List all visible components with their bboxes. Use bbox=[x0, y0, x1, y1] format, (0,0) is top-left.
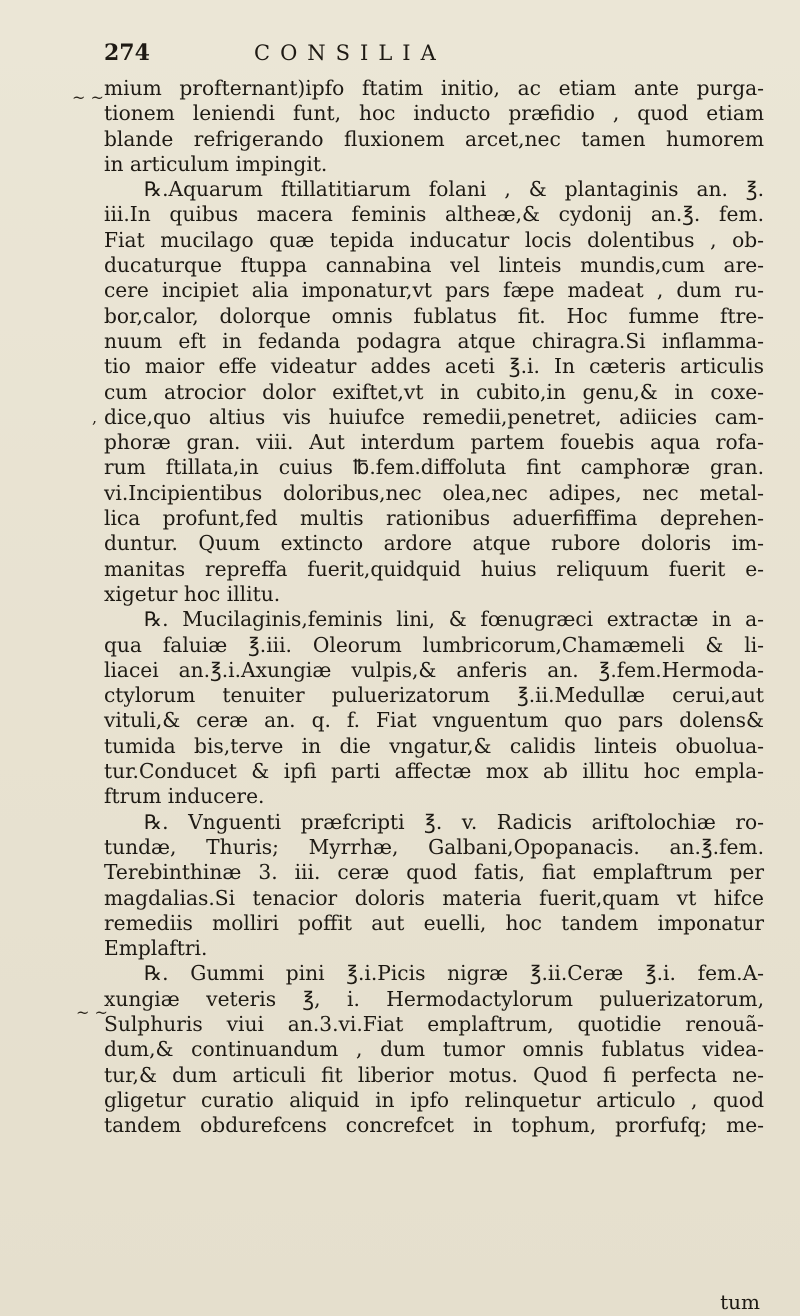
text-line: Emplaftri. bbox=[104, 936, 208, 961]
text-line: Terebinthinæ 3. iii. ceræ quod fatis, fiat emplaftrum per bbox=[104, 860, 764, 885]
text-line: ftrum inducere. bbox=[104, 784, 265, 809]
text-line: vi.Incipientibus doloribus,nec olea,nec adipes, nec metal- bbox=[104, 480, 764, 505]
text-line: manitas repreffa fuerit,quidquid huius reliquum fuerit e- bbox=[104, 556, 764, 581]
text-line: remediis molliri poffit aut euelli, hoc tandem imponatur bbox=[104, 910, 764, 935]
text-line: cum atrocior dolor exiftet,vt in cubito,in genu,& in coxe- bbox=[104, 379, 764, 404]
text-line: ℞. Vnguenti præfcripti ℥. v. Radicis ariftolochiæ ro- bbox=[144, 809, 764, 834]
margin-comma-mark: , bbox=[92, 408, 98, 427]
text-line: rum ftillata,in cuius ℔.fem.diffoluta fint camphoræ gran. bbox=[104, 455, 764, 480]
margin-dash-mark: ~ ~ bbox=[72, 88, 104, 107]
body-text bbox=[104, 76, 764, 1138]
text-line: cere incipiet alia imponatur,vt pars fæpe madeat , dum ru- bbox=[104, 278, 764, 303]
text-line: tumida bis,terve in die vngatur,& calidis linteis obuolua- bbox=[104, 733, 764, 758]
text-line: iii.In quibus macera feminis altheæ,& cydonij an.℥. fem. bbox=[104, 202, 764, 227]
text-line: duntur. Quum extincto ardore atque rubore doloris im- bbox=[104, 531, 764, 556]
text-line: ducaturque ftuppa cannabina vel linteis mundis,cum are- bbox=[104, 253, 764, 278]
catchword: tum bbox=[720, 1290, 760, 1314]
text-line: tandem obdurefcens concrefcet in tophum, prorfufq; me- bbox=[104, 1113, 764, 1138]
text-line: ctylorum tenuiter puluerizatorum ℥.ii.Medullæ cerui,aut bbox=[104, 683, 764, 708]
text-line: tio maior effe videatur addes aceti ℥.i. In cæteris articulis bbox=[104, 354, 764, 379]
text-line: ℞. Gummi pini ℥.i.Picis nigræ ℥.ii.Ceræ ℥.i. fem.A- bbox=[144, 961, 764, 986]
text-line: tur,& dum articuli fit liberior motus. Quod fi perfecta ne- bbox=[104, 1062, 764, 1087]
running-title: CONSILIA bbox=[254, 41, 446, 65]
text-line: xungiæ veteris ℥, i. Hermodactylorum puluerizatorum, bbox=[104, 986, 764, 1011]
text-line: tundæ, Thuris; Myrrhæ, Galbani,Opopanacis. an.℥.fem. bbox=[104, 834, 764, 859]
margin-dash-mark: ~ ~ bbox=[76, 1003, 108, 1022]
text-line: tur.Conducet & ipfi parti affectæ mox ab illitu hoc empla- bbox=[104, 759, 764, 784]
text-line: nuum eft in fedanda podagra atque chiragra.Si inflamma- bbox=[104, 328, 764, 353]
text-line: xigetur hoc illitu. bbox=[104, 581, 281, 606]
text-line: gligetur curatio aliquid in ipfo relinquetur articulo , quod bbox=[104, 1087, 764, 1112]
text-line: lica profunt,fed multis rationibus aduerfiffima deprehen- bbox=[104, 506, 764, 531]
text-line: bor,calor, dolorque omnis fublatus fit. Hoc fumme ftre- bbox=[104, 303, 764, 328]
page-number: 274 bbox=[104, 40, 150, 66]
page-header bbox=[104, 40, 764, 76]
text-line: qua faluiæ ℥.iii. Oleorum lumbricorum,Chamæmeli & li- bbox=[104, 632, 764, 657]
text-line: magdalias.Si tenacior doloris materia fuerit,quam vt hifce bbox=[104, 885, 764, 910]
text-line: dum,& continuandum , dum tumor omnis fublatus videa- bbox=[104, 1037, 764, 1062]
text-line: dice,quo altius vis huiufce remedii,penetret, adiicies cam- bbox=[104, 404, 764, 429]
text-line: phoræ gran. viii. Aut interdum partem fouebis aqua rofa- bbox=[104, 430, 764, 455]
text-line: in articulum impingit. bbox=[104, 151, 328, 176]
text-line: ℞. Mucilaginis,feminis lini, & fœnugræci extractæ in a- bbox=[144, 607, 764, 632]
text-line: liacei an.℥.i.Axungiæ vulpis,& anferis an. ℥.fem.Hermoda- bbox=[104, 657, 764, 682]
text-line: blande refrigerando fluxionem arcet,nec tamen humorem bbox=[104, 126, 764, 151]
text-line: mium profternant)ipfo ftatim initio, ac etiam ante purga- bbox=[104, 76, 764, 100]
text-line: vituli,& ceræ an. q. f. Fiat vnguentum quo pars dolens& bbox=[104, 708, 764, 733]
text-line: ℞.Aquarum ftillatitiarum folani , & plantaginis an. ℥. bbox=[144, 177, 764, 202]
text-line: Sulphuris viui an.3.vi.Fiat emplaftrum, quotidie renouã- bbox=[104, 1011, 764, 1036]
text-line: tionem leniendi funt, hoc inducto præfidio , quod etiam bbox=[104, 101, 764, 126]
text-line: Fiat mucilago quæ tepida inducatur locis dolentibus , ob- bbox=[104, 227, 764, 252]
